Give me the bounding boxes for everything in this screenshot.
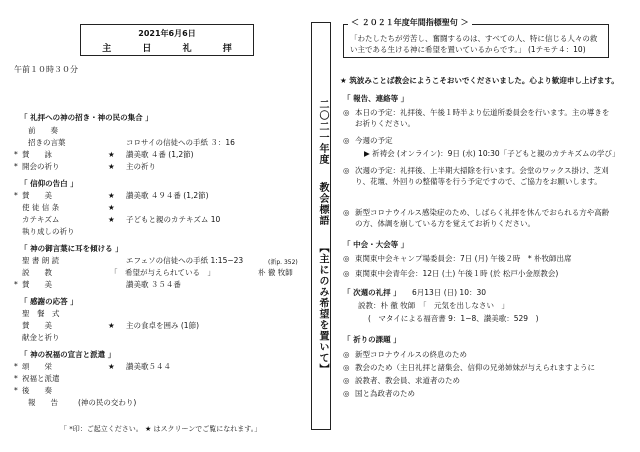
next-worship-reading: ( マタイによる福音書 9：1−8、讃美歌：529 ) [368,314,539,323]
order-item-name: 説 教 [22,268,52,277]
order-item-text: 讃美歌 ３５４番 [126,280,181,289]
stand-mark: * [14,280,18,289]
order-item-text: 讃美歌 ４番 (1,2節) [126,150,194,159]
order-item-name: 頌 栄 [22,362,52,371]
bullet-circle-icon: ◎ [343,389,350,398]
screen-star-icon: ★ [108,321,115,330]
order-item-text: 主の食卓を囲み (1節) [126,321,200,330]
report-subitem: ▶ 祈祷会 (オンライン)：9日 (水) 10:30「子どもと親のカテキズムの学び」 [364,149,620,158]
order-item-text: 讃美歌５４４ [126,362,171,371]
prayer-item: 国と為政者のため [355,389,415,398]
annual-verse-heading: ＜ ２０２１年度年間指標聖句 ＞ [348,17,472,28]
order-item-name: 祝福と派遣 [22,374,60,383]
order-item-name: 招きの言葉 [28,138,66,147]
screen-star-icon: ★ [108,162,115,171]
order-item-name: 報 告 [28,398,58,407]
bullet-circle-icon: ◎ [343,166,350,175]
section-heading: 「 礼拝への神の招き・神の民の集合 」 [20,113,153,122]
next-worship-sermon: 説教：朴 徹 牧師 「 元気を出しなさい 」 [358,301,510,310]
stand-mark: * [14,150,18,159]
order-item-name: 後 奏 [22,386,52,395]
screen-star-icon: ★ [108,362,115,371]
order-item-name: 賛 美 [22,191,52,200]
order-item-text: 讃美歌 ４９４番 (1,2節) [126,191,209,200]
order-item-name: 使 徒 信 条 [22,203,60,212]
service-date: 2021年6月6日 [138,29,196,38]
order-item-name: 聖 餐 式 [22,309,60,318]
bullet-circle-icon: ◎ [343,254,350,263]
order-item-name: 賛 詠 [22,150,52,159]
bible-page-note: (新p. 352) [268,259,298,266]
next-worship-date: 6月13日 (日) 10：30 [412,288,487,297]
section-heading: 「 神の御言葉に耳を傾ける 」 [20,244,123,253]
bullet-circle-icon: ◎ [343,269,350,278]
events-heading: 「 中会・大会等 」 [343,240,409,249]
order-item-name: カテキズム [22,215,60,224]
welcome-message: ★ 筑波みことば教会にようこそおいでくださいました。心より歓迎申し上げます。 [340,76,619,85]
order-item-name: 開会の祈り [22,162,60,171]
order-item-text: 子どもと親のカテキズム 10 [126,215,221,224]
service-time: 午前１０時３０分 [14,65,78,74]
report-item: 本日の予定：礼拝後、午後１時半より伝道所委員会を行います。主の導きをお祈りください。 [355,108,610,128]
report-item: 今週の予定 [355,136,393,145]
screen-star-icon: ★ [108,150,115,159]
report-item: 新型コロナウイルス感染症のため、しばらく礼拝を休んでおられる方や高齢の方、体調を崩している方を覚えてお祈りください。 [355,208,610,228]
motto-label: 教会標語 [317,181,328,226]
prayer-heading: 「 祈りの課題 」 [343,335,401,344]
footnote: 「 *印：ご起立ください。 ★ はスクリーンでご覧になれます。」 [60,425,262,433]
order-item-name: 賛 美 [22,280,52,289]
order-item-name: 賛 美 [22,321,52,330]
order-item-text: 主の祈り [126,162,156,171]
church-motto: 【主にのみ希望を置いて】 [317,242,328,375]
bullet-circle-icon: ◎ [343,363,350,372]
annual-verse-text: 「わたしたちが労苦し、奮闘するのは、すべての人、特に信じる人々の救い主である生ける神に希望を置いているからです。」 (1テモテ４：10) [350,34,598,54]
bullet-circle-icon: ◎ [343,208,350,217]
prayer-item: 説教者、教会員、求道者のため [355,376,460,385]
order-item-name: 献金と祈り [22,333,60,342]
bullet-circle-icon: ◎ [343,350,350,359]
stand-mark: * [14,162,18,171]
bullet-circle-icon: ◎ [343,108,350,117]
service-header-box [80,24,254,56]
motto-vertical-text [315,99,330,375]
section-heading: 「 感謝の応答 」 [20,297,78,306]
event-item: 東関東中会キャンプ場委員会：7日 (月) 午後２時 * 朴牧師出席 [355,254,572,263]
stand-mark: * [14,362,18,371]
screen-star-icon: ★ [108,203,115,212]
stand-mark: * [14,374,18,383]
order-item-name: 執り成しの祈り [22,227,75,236]
service-title: 主 日 礼 拝 [102,44,246,54]
motto-year: 二〇二一年度 [317,99,328,165]
screen-star-icon: ★ [108,215,115,224]
order-item-name: 聖 書 朗 読 [22,256,60,265]
annual-verse-box [343,24,609,58]
prayer-item: 教会のため（主日礼拝と諸集会、信仰の兄弟姉妹が与えられますように [355,363,595,372]
order-item-text: エフェソの信徒への手紙 1:15−23 [126,256,244,265]
motto-column [311,22,331,430]
bullet-circle-icon: ◎ [343,376,350,385]
sermon-title: 「 希望が与えられている 」 [110,268,215,277]
stand-mark: * [14,191,18,200]
reports-heading: 「 報告、連絡等 」 [343,94,409,103]
bullet-circle-icon: ◎ [343,136,350,145]
screen-star-icon: ★ [108,191,115,200]
section-heading: 「 信仰の告白 」 [20,179,78,188]
order-item-name: 前 奏 [28,126,58,135]
report-item: 次週の予定：礼拝後、上半期大掃除を行います。会堂のワックス掛け、芝刈り、花壇、外回りの整備等を行う予定ですので、ご協力をお願いします。 [355,166,609,186]
preacher-name: 朴 徹 牧師 [258,268,293,277]
prayer-item: 新型コロナウイルスの終息のため [355,350,468,359]
event-item: 東関東中会青年会：12日 (土) 午後１時 (於 松戸小金原教会) [355,269,559,278]
stand-mark: * [14,386,18,395]
section-heading: 「 神の祝福の宣言と派遣 」 [20,350,116,359]
order-item-text: コロサイの信徒への手紙 ３：16 [126,138,235,147]
order-item-text: (神の民の交わり) [78,398,137,407]
next-worship-heading: 「 次週の礼拝 」 [343,288,401,297]
